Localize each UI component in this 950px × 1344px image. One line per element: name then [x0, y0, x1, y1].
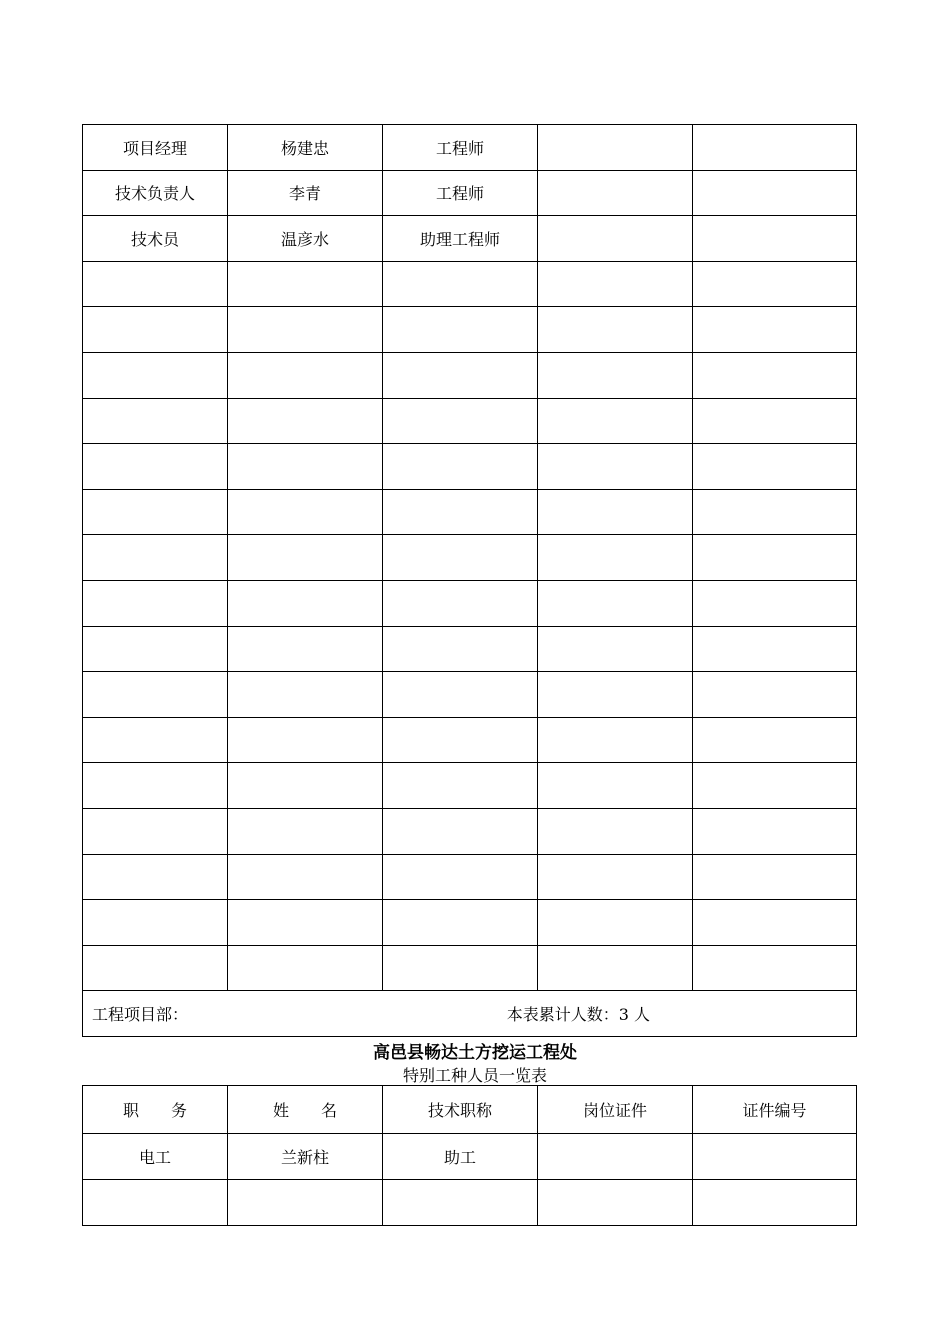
table-cell	[693, 626, 857, 672]
table-row	[83, 945, 857, 991]
table-cell	[538, 854, 693, 900]
table-cell	[83, 398, 228, 444]
table-cell	[383, 717, 538, 763]
table-cell	[83, 1180, 228, 1226]
table-cell	[228, 535, 383, 581]
table-cell	[538, 672, 693, 718]
table-cell	[383, 307, 538, 353]
table-cell: 李青	[228, 170, 383, 216]
table-cell	[228, 580, 383, 626]
table-subtitle: 特别工种人员一览表	[402, 1066, 547, 1085]
table-cell	[538, 489, 693, 535]
table-cell	[693, 945, 857, 991]
table-cell	[693, 672, 857, 718]
table-row	[83, 763, 857, 809]
table-cell	[693, 489, 857, 535]
table-cell	[83, 489, 228, 535]
table-cell	[538, 945, 693, 991]
table-row	[83, 261, 857, 307]
table-row	[83, 170, 857, 216]
table-cell	[538, 352, 693, 398]
table-cell	[228, 1180, 383, 1226]
table-cell	[83, 444, 228, 490]
table-cell	[383, 672, 538, 718]
table-cell	[83, 307, 228, 353]
table-cell	[83, 580, 228, 626]
table-cell	[538, 261, 693, 307]
table-cell	[83, 717, 228, 763]
project-dept-label: 工程项目部：	[92, 1005, 189, 1025]
table-cell	[383, 763, 538, 809]
table-row	[83, 626, 857, 672]
header-cell: 姓 名	[228, 1086, 383, 1134]
table-cell	[538, 398, 693, 444]
table-cell: 助理工程师	[383, 216, 538, 262]
table-cell	[693, 1134, 857, 1180]
table-row	[83, 307, 857, 353]
special-workers-body	[83, 1134, 857, 1226]
table-cell	[383, 900, 538, 946]
table-cell	[693, 717, 857, 763]
table-cell	[693, 1180, 857, 1226]
table-cell: 电工	[83, 1134, 228, 1180]
table-cell	[383, 352, 538, 398]
table-cell	[83, 626, 228, 672]
table-cell	[83, 672, 228, 718]
table-cell	[383, 854, 538, 900]
table-row	[83, 398, 857, 444]
table-row	[83, 717, 857, 763]
table-cell	[83, 763, 228, 809]
table-row	[83, 854, 857, 900]
table-cell	[538, 900, 693, 946]
table-cell	[693, 808, 857, 854]
table-cell	[83, 808, 228, 854]
table-cell	[228, 398, 383, 444]
table-cell	[538, 1134, 693, 1180]
table-cell	[228, 672, 383, 718]
table-cell	[693, 307, 857, 353]
table-row	[83, 535, 857, 581]
table-cell	[228, 489, 383, 535]
table-cell	[693, 900, 857, 946]
table-cell	[383, 398, 538, 444]
table-cell	[383, 489, 538, 535]
table-cell	[538, 444, 693, 490]
table-cell	[538, 170, 693, 216]
table-header-row	[83, 1086, 857, 1134]
table-cell	[228, 854, 383, 900]
table-cell	[383, 1180, 538, 1226]
table-cell	[228, 900, 383, 946]
table-cell	[693, 535, 857, 581]
table-row	[83, 672, 857, 718]
table-cell	[228, 808, 383, 854]
table-cell	[383, 444, 538, 490]
table-cell	[693, 261, 857, 307]
table-row	[83, 580, 857, 626]
table-cell: 助工	[383, 1134, 538, 1180]
table-cell	[538, 535, 693, 581]
table-cell	[693, 580, 857, 626]
table-cell	[383, 261, 538, 307]
table-row	[83, 1134, 857, 1180]
table-cell: 项目经理	[83, 125, 228, 171]
table-cell: 杨建忠	[228, 125, 383, 171]
table-row	[83, 352, 857, 398]
table-cell	[538, 580, 693, 626]
table-row	[83, 216, 857, 262]
table-cell	[693, 216, 857, 262]
company-title: 高邑县畅达土方挖运工程处	[373, 1043, 577, 1063]
table-cell	[693, 352, 857, 398]
table-row	[83, 444, 857, 490]
table-cell	[228, 352, 383, 398]
header-cell: 证件编号	[693, 1086, 857, 1134]
table-cell	[228, 717, 383, 763]
table-cell	[83, 854, 228, 900]
table-cell	[538, 125, 693, 171]
table-cell	[383, 808, 538, 854]
table-cell: 兰新柱	[228, 1134, 383, 1180]
table-row	[83, 900, 857, 946]
table-cell	[228, 945, 383, 991]
table-cell	[228, 763, 383, 809]
table-cell	[228, 307, 383, 353]
table-cell: 工程师	[383, 125, 538, 171]
table-cell	[693, 398, 857, 444]
table-cell	[538, 763, 693, 809]
table-cell	[693, 170, 857, 216]
table-cell	[538, 216, 693, 262]
table-cell	[228, 626, 383, 672]
table-cell	[693, 763, 857, 809]
table-cell	[83, 945, 228, 991]
table-cell	[83, 535, 228, 581]
table-cell	[538, 626, 693, 672]
table-cell	[228, 261, 383, 307]
table-cell	[693, 854, 857, 900]
table-cell	[383, 535, 538, 581]
staff-table-body	[83, 125, 857, 991]
table-cell	[83, 900, 228, 946]
table-cell	[383, 626, 538, 672]
table-cell	[538, 808, 693, 854]
table-cell	[228, 444, 383, 490]
table-cell	[383, 945, 538, 991]
staff-table	[82, 124, 857, 1037]
table-row	[83, 1180, 857, 1226]
special-workers-table	[82, 1085, 857, 1226]
table-row	[83, 125, 857, 171]
table-cell: 温彦水	[228, 216, 383, 262]
table-cell	[693, 125, 857, 171]
table-cell	[83, 261, 228, 307]
header-cell: 岗位证件	[538, 1086, 693, 1134]
table-cell	[693, 444, 857, 490]
table-cell	[538, 717, 693, 763]
total-count-label: 本表累计人数：3 人	[506, 1005, 650, 1025]
table-cell	[383, 580, 538, 626]
header-cell: 技术职称	[383, 1086, 538, 1134]
staff-table-footer	[83, 991, 857, 1037]
footer-cell	[83, 991, 857, 1037]
table-row	[83, 489, 857, 535]
table-cell	[538, 307, 693, 353]
header-cell: 职 务	[83, 1086, 228, 1134]
table-cell	[538, 1180, 693, 1226]
table-cell: 技术员	[83, 216, 228, 262]
table-cell	[83, 352, 228, 398]
table-row	[83, 808, 857, 854]
table-cell: 工程师	[383, 170, 538, 216]
table-cell: 技术负责人	[83, 170, 228, 216]
